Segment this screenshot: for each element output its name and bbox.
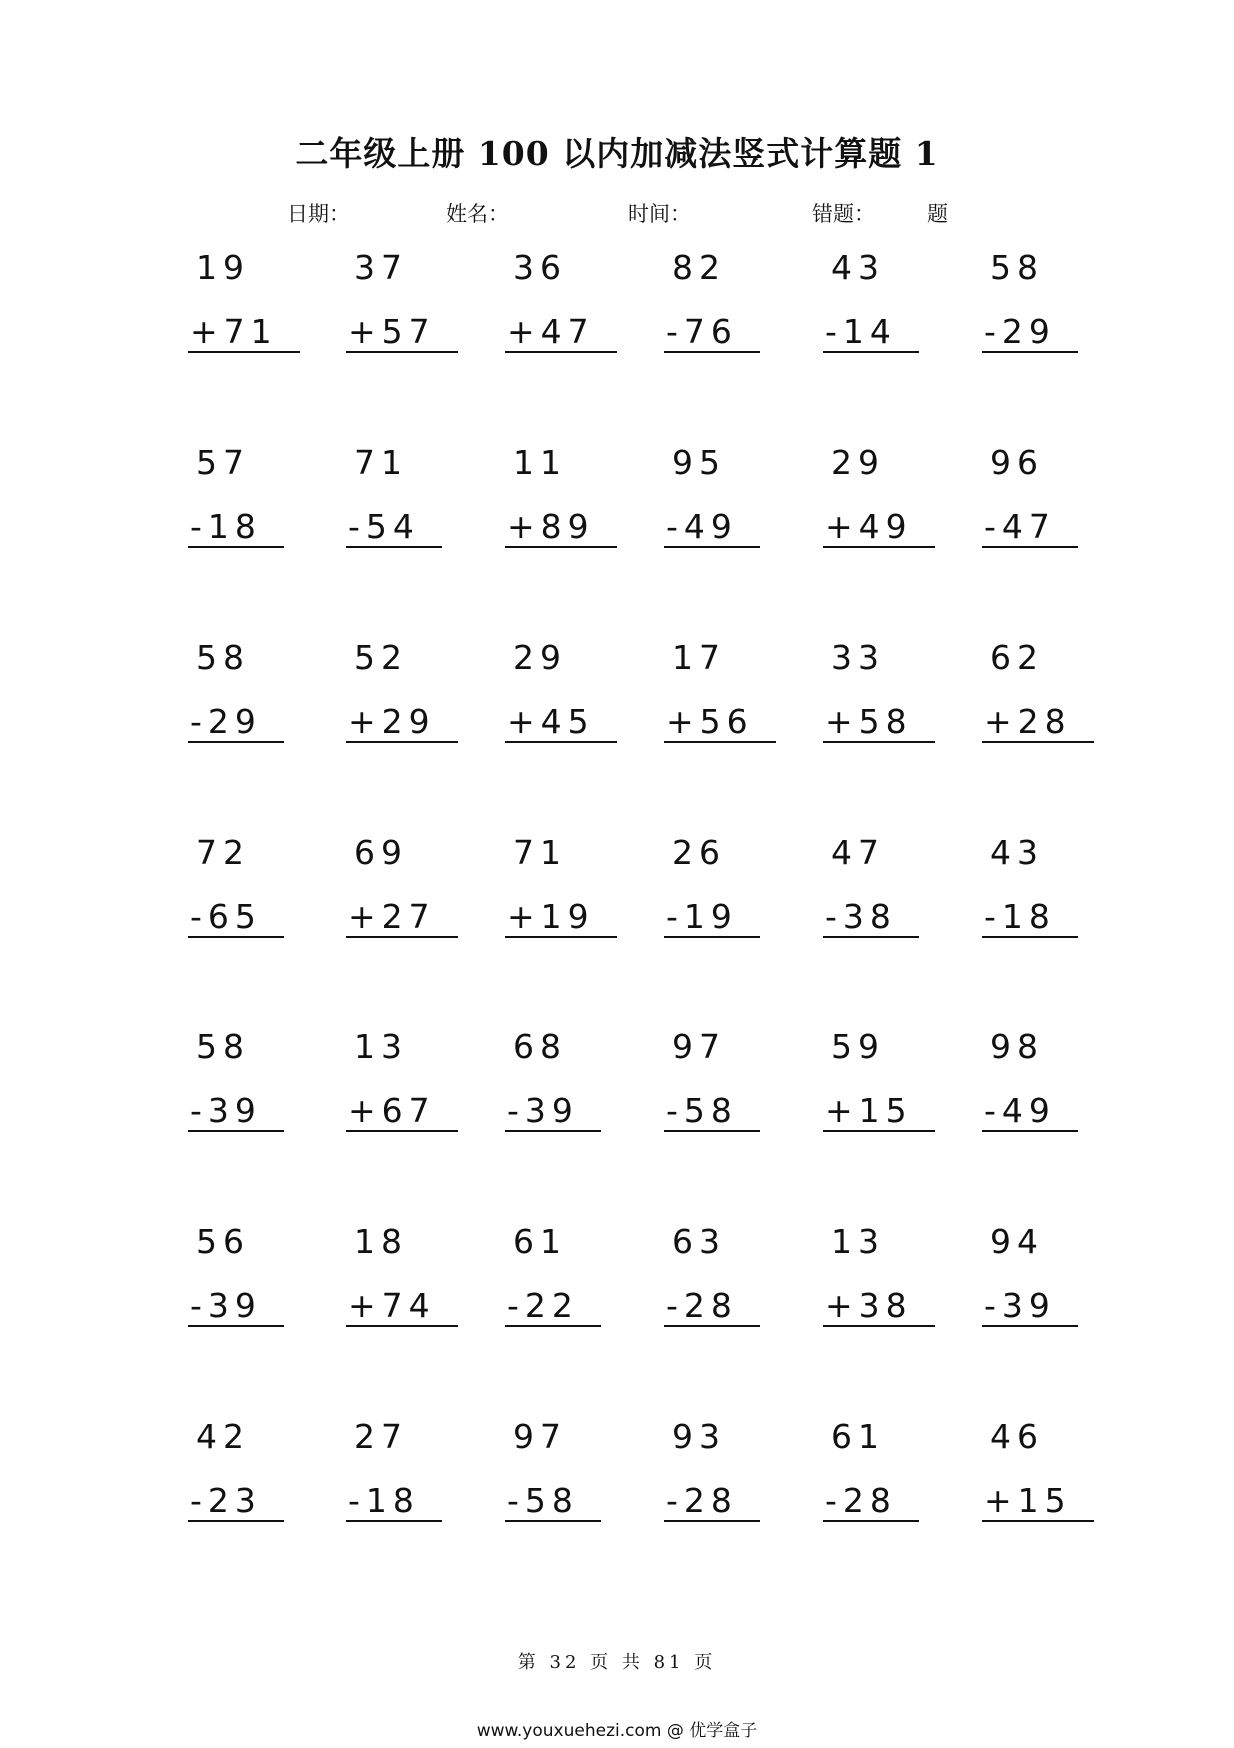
problem-operand-line: +67 [346,1093,458,1132]
problem-top-number: 13 [354,1027,408,1066]
problem-top-number: 71 [354,443,408,482]
problem-top-number: 61 [831,1417,885,1456]
problem-operand-line: +29 [346,704,458,743]
problem-top-number: 58 [196,638,250,677]
page-title: 二年级上册 100 以内加减法竖式计算题 1 [295,134,939,173]
page-number: 第 32 页 共 81 页 [517,1652,717,1673]
problem-operand-line: -23 [188,1483,284,1522]
problem-operand-line: -29 [982,314,1078,353]
problem-top-number: 94 [990,1222,1044,1261]
problem-operand-line: -58 [505,1483,601,1522]
problem-operand-line: -29 [188,704,284,743]
problem-top-number: 47 [831,833,885,872]
problem-operand-line: -39 [982,1288,1078,1327]
problem-operand-line: -49 [664,509,760,548]
problem-top-number: 29 [831,443,885,482]
problem-top-number: 27 [354,1417,408,1456]
problem-operand-line: +28 [982,704,1094,743]
problem-operand-line: -65 [188,899,284,938]
problem-top-number: 97 [672,1027,726,1066]
problem-top-number: 26 [672,833,726,872]
problem-top-number: 43 [831,248,885,287]
problem-top-number: 43 [990,833,1044,872]
problem-top-number: 17 [672,638,726,677]
problem-top-number: 97 [513,1417,567,1456]
problem-top-number: 13 [831,1222,885,1261]
problem-operand-line: +45 [505,704,617,743]
problem-operand-line: -39 [188,1093,284,1132]
problem-top-number: 82 [672,248,726,287]
time-label: 时间： [628,202,691,226]
problem-top-number: 19 [196,248,250,287]
problem-operand-line: -76 [664,314,760,353]
problem-operand-line: -28 [664,1483,760,1522]
problem-top-number: 96 [990,443,1044,482]
errors-label: 错题： [812,202,875,226]
problem-operand-line: +38 [823,1288,935,1327]
problem-top-number: 95 [672,443,726,482]
problem-top-number: 46 [990,1417,1044,1456]
problem-top-number: 68 [513,1027,567,1066]
problem-top-number: 98 [990,1027,1044,1066]
problem-operand-line: -54 [346,509,442,548]
problem-top-number: 33 [831,638,885,677]
problem-top-number: 71 [513,833,567,872]
problem-operand-line: +71 [188,314,300,353]
problem-top-number: 56 [196,1222,250,1261]
problem-top-number: 36 [513,248,567,287]
problem-operand-line: -38 [823,899,919,938]
problem-top-number: 42 [196,1417,250,1456]
date-label: 日期： [287,202,350,226]
problem-operand-line: -39 [188,1288,284,1327]
problem-operand-line: +15 [982,1483,1094,1522]
problem-top-number: 52 [354,638,408,677]
problem-operand-line: +49 [823,509,935,548]
name-label: 姓名： [446,202,509,226]
problem-operand-line: +27 [346,899,458,938]
problem-operand-line: -18 [346,1483,442,1522]
problem-top-number: 69 [354,833,408,872]
problem-operand-line: -14 [823,314,919,353]
problem-operand-line: +58 [823,704,935,743]
problem-top-number: 62 [990,638,1044,677]
problem-top-number: 11 [513,443,567,482]
problem-operand-line: -28 [664,1288,760,1327]
problem-top-number: 93 [672,1417,726,1456]
problem-operand-line: +89 [505,509,617,548]
errors-unit: 题 [927,202,948,226]
problem-operand-line: -18 [188,509,284,548]
problem-top-number: 63 [672,1222,726,1261]
problem-operand-line: -28 [823,1483,919,1522]
problem-operand-line: +19 [505,899,617,938]
problem-operand-line: -22 [505,1288,601,1327]
problem-top-number: 58 [196,1027,250,1066]
problem-top-number: 58 [990,248,1044,287]
problem-top-number: 18 [354,1222,408,1261]
problem-operand-line: +15 [823,1093,935,1132]
problem-operand-line: +74 [346,1288,458,1327]
problem-operand-line: -49 [982,1093,1078,1132]
problem-top-number: 57 [196,443,250,482]
problem-operand-line: +57 [346,314,458,353]
problem-operand-line: +56 [664,704,776,743]
site-watermark: www.youxuehezi.com @ 优学盒子 [476,1721,758,1741]
problem-top-number: 72 [196,833,250,872]
problem-top-number: 29 [513,638,567,677]
problem-top-number: 61 [513,1222,567,1261]
problem-operand-line: -18 [982,899,1078,938]
problem-top-number: 59 [831,1027,885,1066]
problem-operand-line: -47 [982,509,1078,548]
problem-operand-line: -39 [505,1093,601,1132]
problem-top-number: 37 [354,248,408,287]
problem-operand-line: +47 [505,314,617,353]
problem-operand-line: -58 [664,1093,760,1132]
problem-operand-line: -19 [664,899,760,938]
